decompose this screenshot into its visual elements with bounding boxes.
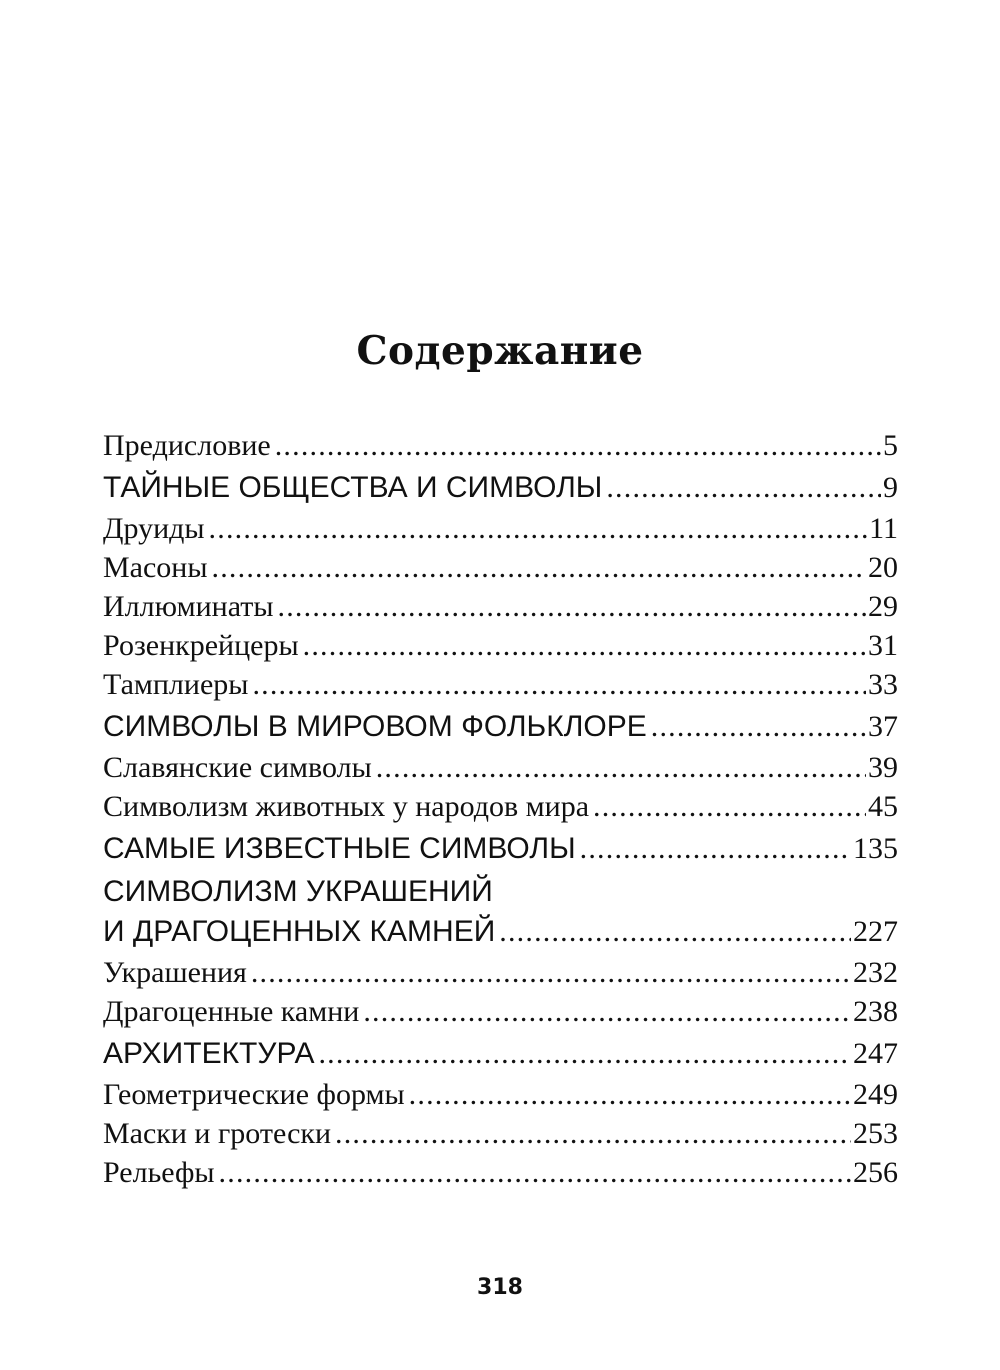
dot-leader bbox=[219, 1153, 851, 1192]
toc-entry-label: Украшения bbox=[103, 956, 247, 989]
toc-entry-label: Маски и гротески bbox=[103, 1117, 332, 1150]
toc-entry-page: 37 bbox=[868, 710, 898, 743]
dot-leader bbox=[376, 748, 866, 787]
toc-entry-page: 33 bbox=[868, 668, 898, 701]
dot-leader bbox=[212, 548, 866, 587]
toc-entry-page: 227 bbox=[853, 915, 898, 948]
toc-entry-label: Друиды bbox=[103, 512, 205, 545]
toc-entry-page: 232 bbox=[853, 956, 898, 989]
dot-leader bbox=[275, 426, 881, 465]
dot-leader bbox=[363, 992, 851, 1031]
toc-entry-page: 135 bbox=[853, 832, 898, 865]
toc-entry-page: 9 bbox=[883, 471, 898, 504]
toc-entry-gemstones bbox=[103, 992, 898, 1031]
toc-entry-page: 31 bbox=[868, 629, 898, 662]
dot-leader bbox=[651, 707, 866, 747]
toc-entry-page: 249 bbox=[853, 1078, 898, 1111]
toc-entry-secret-societies bbox=[103, 468, 898, 508]
toc-entry-reliefs bbox=[103, 1153, 898, 1192]
toc-entry-druids bbox=[103, 509, 898, 548]
toc-entry-jewelry-symbolism bbox=[103, 912, 898, 952]
dot-leader bbox=[318, 1034, 851, 1074]
dot-leader bbox=[409, 1075, 851, 1114]
dot-leader bbox=[252, 665, 866, 704]
toc-entry-page: 238 bbox=[853, 995, 898, 1028]
toc-entry-label: ТАЙНЫЕ ОБЩЕСТВА И СИМВОЛЫ bbox=[103, 471, 603, 504]
toc-entry-masons bbox=[103, 548, 898, 587]
toc-entry-templars bbox=[103, 665, 898, 704]
toc-entry-illuminati bbox=[103, 587, 898, 626]
toc-entry-geometric-forms bbox=[103, 1075, 898, 1114]
toc-entry-slavic-symbols bbox=[103, 748, 898, 787]
toc-entry-page: 20 bbox=[868, 551, 898, 584]
toc-entry-label: Иллюминаты bbox=[103, 590, 274, 623]
page-number: 318 bbox=[477, 1275, 523, 1300]
toc-entry-label: Драгоценные камни bbox=[103, 995, 360, 1028]
toc-entry-page: 247 bbox=[853, 1037, 898, 1070]
toc-entry-animal-symbolism bbox=[103, 787, 898, 826]
dot-leader bbox=[303, 626, 866, 665]
toc-entry-masks-grotesques bbox=[103, 1114, 898, 1153]
toc-entry-label: Тамплиеры bbox=[103, 668, 249, 701]
toc-entry-page: 5 bbox=[883, 429, 898, 462]
page-title: Содержание bbox=[356, 328, 644, 374]
toc-entry-page: 39 bbox=[868, 751, 898, 784]
dot-leader bbox=[209, 509, 868, 548]
dot-leader bbox=[335, 1114, 851, 1153]
toc-entry-page: 29 bbox=[868, 590, 898, 623]
toc-entry-architecture bbox=[103, 1034, 898, 1074]
toc-entry-label: Розенкрейцеры bbox=[103, 629, 299, 662]
toc-entry-page: 45 bbox=[868, 790, 898, 823]
toc-entry-label: Славянские символы bbox=[103, 751, 372, 784]
toc-entry-folklore-symbols bbox=[103, 707, 898, 747]
toc-entry-label: САМЫЕ ИЗВЕСТНЫЕ СИМВОЛЫ bbox=[103, 832, 576, 865]
dot-leader bbox=[593, 787, 866, 826]
toc-entry-page: 253 bbox=[853, 1117, 898, 1150]
toc-entry-label: СИМВОЛЫ В МИРОВОМ ФОЛЬКЛОРЕ bbox=[103, 710, 647, 743]
toc-entry-page: 11 bbox=[869, 512, 898, 545]
toc-entry-label: И ДРАГОЦЕННЫХ КАМНЕЙ bbox=[103, 915, 496, 948]
toc-entry-label: Геометрические формы bbox=[103, 1078, 405, 1111]
table-of-contents bbox=[103, 426, 898, 1192]
toc-entry-famous-symbols bbox=[103, 829, 898, 869]
toc-entry-label: АРХИТЕКТУРА bbox=[103, 1037, 315, 1070]
dot-leader bbox=[606, 468, 881, 508]
dot-leader bbox=[278, 587, 866, 626]
toc-entry-jewelry-symbolism-line1: СИМВОЛИЗМ УКРАШЕНИЙ bbox=[103, 875, 493, 908]
dot-leader bbox=[499, 912, 851, 952]
toc-entry-preface bbox=[103, 426, 898, 465]
toc-entry-label: Предисловие bbox=[103, 429, 271, 462]
toc-entry-label: Рельефы bbox=[103, 1156, 215, 1189]
toc-entry-page: 256 bbox=[853, 1156, 898, 1189]
toc-entry-rosicrucians bbox=[103, 626, 898, 665]
toc-entry-label: Масоны bbox=[103, 551, 208, 584]
toc-entry-jewelry bbox=[103, 953, 898, 992]
dot-leader bbox=[251, 953, 851, 992]
toc-entry-label: Символизм животных у народов мира bbox=[103, 790, 590, 823]
dot-leader bbox=[580, 829, 851, 869]
